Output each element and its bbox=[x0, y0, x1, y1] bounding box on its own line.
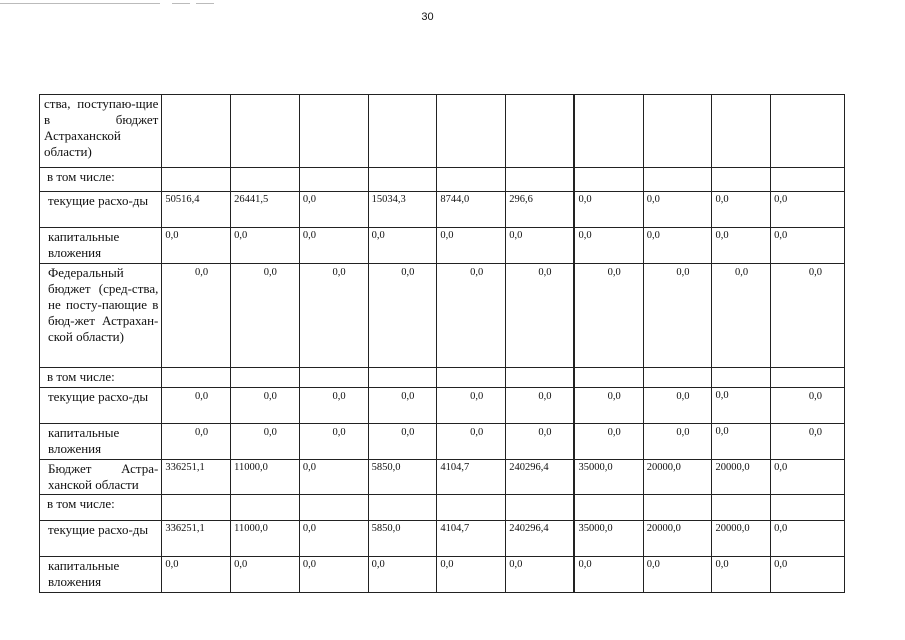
value-cell bbox=[368, 368, 437, 388]
value-cell: 8744,0 bbox=[437, 192, 506, 228]
value-cell bbox=[162, 95, 231, 168]
value-cell: 0,0 bbox=[299, 460, 368, 495]
value-cell: 0,0 bbox=[162, 264, 231, 368]
value-cell: 0,0 bbox=[299, 228, 368, 264]
value-cell: 0,0 bbox=[299, 424, 368, 460]
value-cell: 0,0 bbox=[712, 557, 771, 593]
value-cell: 0,0 bbox=[231, 228, 300, 264]
value-cell: 0,0 bbox=[712, 388, 771, 424]
value-cell: 0,0 bbox=[574, 192, 643, 228]
value-cell: 11000,0 bbox=[231, 521, 300, 557]
scan-artifact-line bbox=[172, 3, 190, 4]
value-cell: 11000,0 bbox=[231, 460, 300, 495]
value-cell: 0,0 bbox=[368, 264, 437, 368]
value-cell: 0,0 bbox=[712, 424, 771, 460]
value-cell bbox=[771, 95, 845, 168]
value-cell: 0,0 bbox=[771, 557, 845, 593]
table-row bbox=[40, 168, 845, 192]
value-cell: 0,0 bbox=[299, 264, 368, 368]
value-cell: 0,0 bbox=[643, 228, 712, 264]
value-cell bbox=[574, 368, 643, 388]
value-cell: 0,0 bbox=[162, 388, 231, 424]
value-cell: 0,0 bbox=[574, 388, 643, 424]
value-cell bbox=[437, 495, 506, 521]
value-cell: 0,0 bbox=[368, 388, 437, 424]
table-row bbox=[40, 95, 845, 168]
value-cell: 35000,0 bbox=[574, 521, 643, 557]
value-cell: 0,0 bbox=[574, 264, 643, 368]
value-cell: 0,0 bbox=[437, 388, 506, 424]
value-cell bbox=[574, 168, 643, 192]
row-label: в том числе: bbox=[40, 368, 162, 388]
value-cell: 0,0 bbox=[712, 264, 771, 368]
value-cell: 0,0 bbox=[506, 424, 575, 460]
table-row bbox=[40, 388, 845, 424]
value-cell: 0,0 bbox=[643, 388, 712, 424]
value-cell bbox=[574, 95, 643, 168]
value-cell: 0,0 bbox=[574, 557, 643, 593]
value-cell: 0,0 bbox=[368, 557, 437, 593]
value-cell: 336251,1 bbox=[162, 460, 231, 495]
value-cell: 0,0 bbox=[643, 192, 712, 228]
value-cell bbox=[162, 368, 231, 388]
table-row bbox=[40, 557, 845, 593]
value-cell: 20000,0 bbox=[643, 460, 712, 495]
value-cell: 0,0 bbox=[506, 264, 575, 368]
value-cell: 0,0 bbox=[231, 264, 300, 368]
value-cell: 0,0 bbox=[771, 521, 845, 557]
value-cell: 0,0 bbox=[299, 521, 368, 557]
value-cell: 0,0 bbox=[574, 228, 643, 264]
value-cell: 0,0 bbox=[574, 424, 643, 460]
value-cell: 0,0 bbox=[506, 388, 575, 424]
row-label: текущие расхо-ды bbox=[40, 388, 162, 424]
row-label: капитальные вложения bbox=[40, 228, 162, 264]
value-cell: 20000,0 bbox=[643, 521, 712, 557]
value-cell bbox=[299, 495, 368, 521]
value-cell: 0,0 bbox=[437, 264, 506, 368]
value-cell: 4104,7 bbox=[437, 460, 506, 495]
value-cell: 0,0 bbox=[368, 424, 437, 460]
value-cell bbox=[437, 368, 506, 388]
budget-table bbox=[39, 94, 845, 593]
value-cell: 0,0 bbox=[506, 557, 575, 593]
row-label: капитальные вложения bbox=[40, 424, 162, 460]
value-cell: 296,6 bbox=[506, 192, 575, 228]
value-cell bbox=[574, 495, 643, 521]
value-cell bbox=[299, 168, 368, 192]
value-cell: 0,0 bbox=[231, 424, 300, 460]
table-row bbox=[40, 368, 845, 388]
value-cell bbox=[299, 95, 368, 168]
value-cell: 0,0 bbox=[712, 192, 771, 228]
value-cell bbox=[368, 95, 437, 168]
row-label: Бюджет Астра-ханской области bbox=[40, 460, 162, 495]
row-label: капитальные вложения bbox=[40, 557, 162, 593]
value-cell: 0,0 bbox=[771, 424, 845, 460]
table-row bbox=[40, 192, 845, 228]
value-cell bbox=[643, 95, 712, 168]
value-cell bbox=[231, 95, 300, 168]
value-cell: 5850,0 bbox=[368, 460, 437, 495]
value-cell: 20000,0 bbox=[712, 460, 771, 495]
value-cell: 0,0 bbox=[771, 460, 845, 495]
value-cell bbox=[437, 168, 506, 192]
value-cell bbox=[162, 495, 231, 521]
value-cell: 0,0 bbox=[643, 557, 712, 593]
value-cell: 4104,7 bbox=[437, 521, 506, 557]
value-cell: 0,0 bbox=[712, 228, 771, 264]
value-cell: 0,0 bbox=[771, 192, 845, 228]
row-label: текущие расхо-ды bbox=[40, 521, 162, 557]
value-cell: 0,0 bbox=[643, 264, 712, 368]
value-cell: 0,0 bbox=[162, 424, 231, 460]
row-label: текущие расхо-ды bbox=[40, 192, 162, 228]
value-cell: 20000,0 bbox=[712, 521, 771, 557]
value-cell bbox=[771, 368, 845, 388]
value-cell: 336251,1 bbox=[162, 521, 231, 557]
value-cell: 0,0 bbox=[506, 228, 575, 264]
value-cell: 240296,4 bbox=[506, 521, 575, 557]
budget-table-body bbox=[40, 95, 845, 593]
value-cell bbox=[368, 168, 437, 192]
value-cell bbox=[643, 495, 712, 521]
value-cell: 0,0 bbox=[771, 228, 845, 264]
value-cell: 0,0 bbox=[437, 424, 506, 460]
value-cell bbox=[231, 168, 300, 192]
value-cell bbox=[712, 368, 771, 388]
value-cell bbox=[712, 495, 771, 521]
value-cell bbox=[643, 368, 712, 388]
value-cell bbox=[162, 168, 231, 192]
value-cell: 0,0 bbox=[299, 192, 368, 228]
value-cell: 15034,3 bbox=[368, 192, 437, 228]
value-cell bbox=[368, 495, 437, 521]
value-cell: 26441,5 bbox=[231, 192, 300, 228]
value-cell bbox=[771, 168, 845, 192]
row-label: в том числе: bbox=[40, 495, 162, 521]
value-cell: 0,0 bbox=[299, 557, 368, 593]
value-cell bbox=[506, 368, 575, 388]
value-cell bbox=[506, 95, 575, 168]
value-cell: 0,0 bbox=[231, 388, 300, 424]
scan-artifact-line bbox=[196, 3, 214, 4]
value-cell bbox=[712, 168, 771, 192]
value-cell bbox=[506, 495, 575, 521]
value-cell bbox=[643, 168, 712, 192]
table-row bbox=[40, 495, 845, 521]
value-cell bbox=[299, 368, 368, 388]
value-cell: 0,0 bbox=[437, 557, 506, 593]
value-cell: 0,0 bbox=[771, 388, 845, 424]
value-cell: 0,0 bbox=[437, 228, 506, 264]
row-label: в том числе: bbox=[40, 168, 162, 192]
value-cell bbox=[771, 495, 845, 521]
value-cell bbox=[231, 495, 300, 521]
value-cell: 0,0 bbox=[368, 228, 437, 264]
table-row bbox=[40, 521, 845, 557]
value-cell bbox=[231, 368, 300, 388]
value-cell bbox=[437, 95, 506, 168]
value-cell: 5850,0 bbox=[368, 521, 437, 557]
value-cell: 0,0 bbox=[162, 228, 231, 264]
value-cell bbox=[506, 168, 575, 192]
table-row bbox=[40, 228, 845, 264]
value-cell: 0,0 bbox=[162, 557, 231, 593]
value-cell: 240296,4 bbox=[506, 460, 575, 495]
value-cell: 50516,4 bbox=[162, 192, 231, 228]
table-row bbox=[40, 264, 845, 368]
table-row bbox=[40, 424, 845, 460]
value-cell bbox=[712, 95, 771, 168]
scan-artifact-line bbox=[0, 3, 160, 4]
value-cell: 0,0 bbox=[771, 264, 845, 368]
value-cell: 0,0 bbox=[643, 424, 712, 460]
value-cell: 35000,0 bbox=[574, 460, 643, 495]
table-row bbox=[40, 460, 845, 495]
value-cell: 0,0 bbox=[299, 388, 368, 424]
value-cell: 0,0 bbox=[231, 557, 300, 593]
row-label: Федеральный бюджет (сред-ства, не посту-пающие в бюд-жет Астрахан-ской области) bbox=[40, 264, 162, 368]
row-label: ства, поступаю-щие в бюджет Астраханской области) bbox=[40, 95, 162, 168]
page-number: 30 bbox=[421, 11, 434, 23]
